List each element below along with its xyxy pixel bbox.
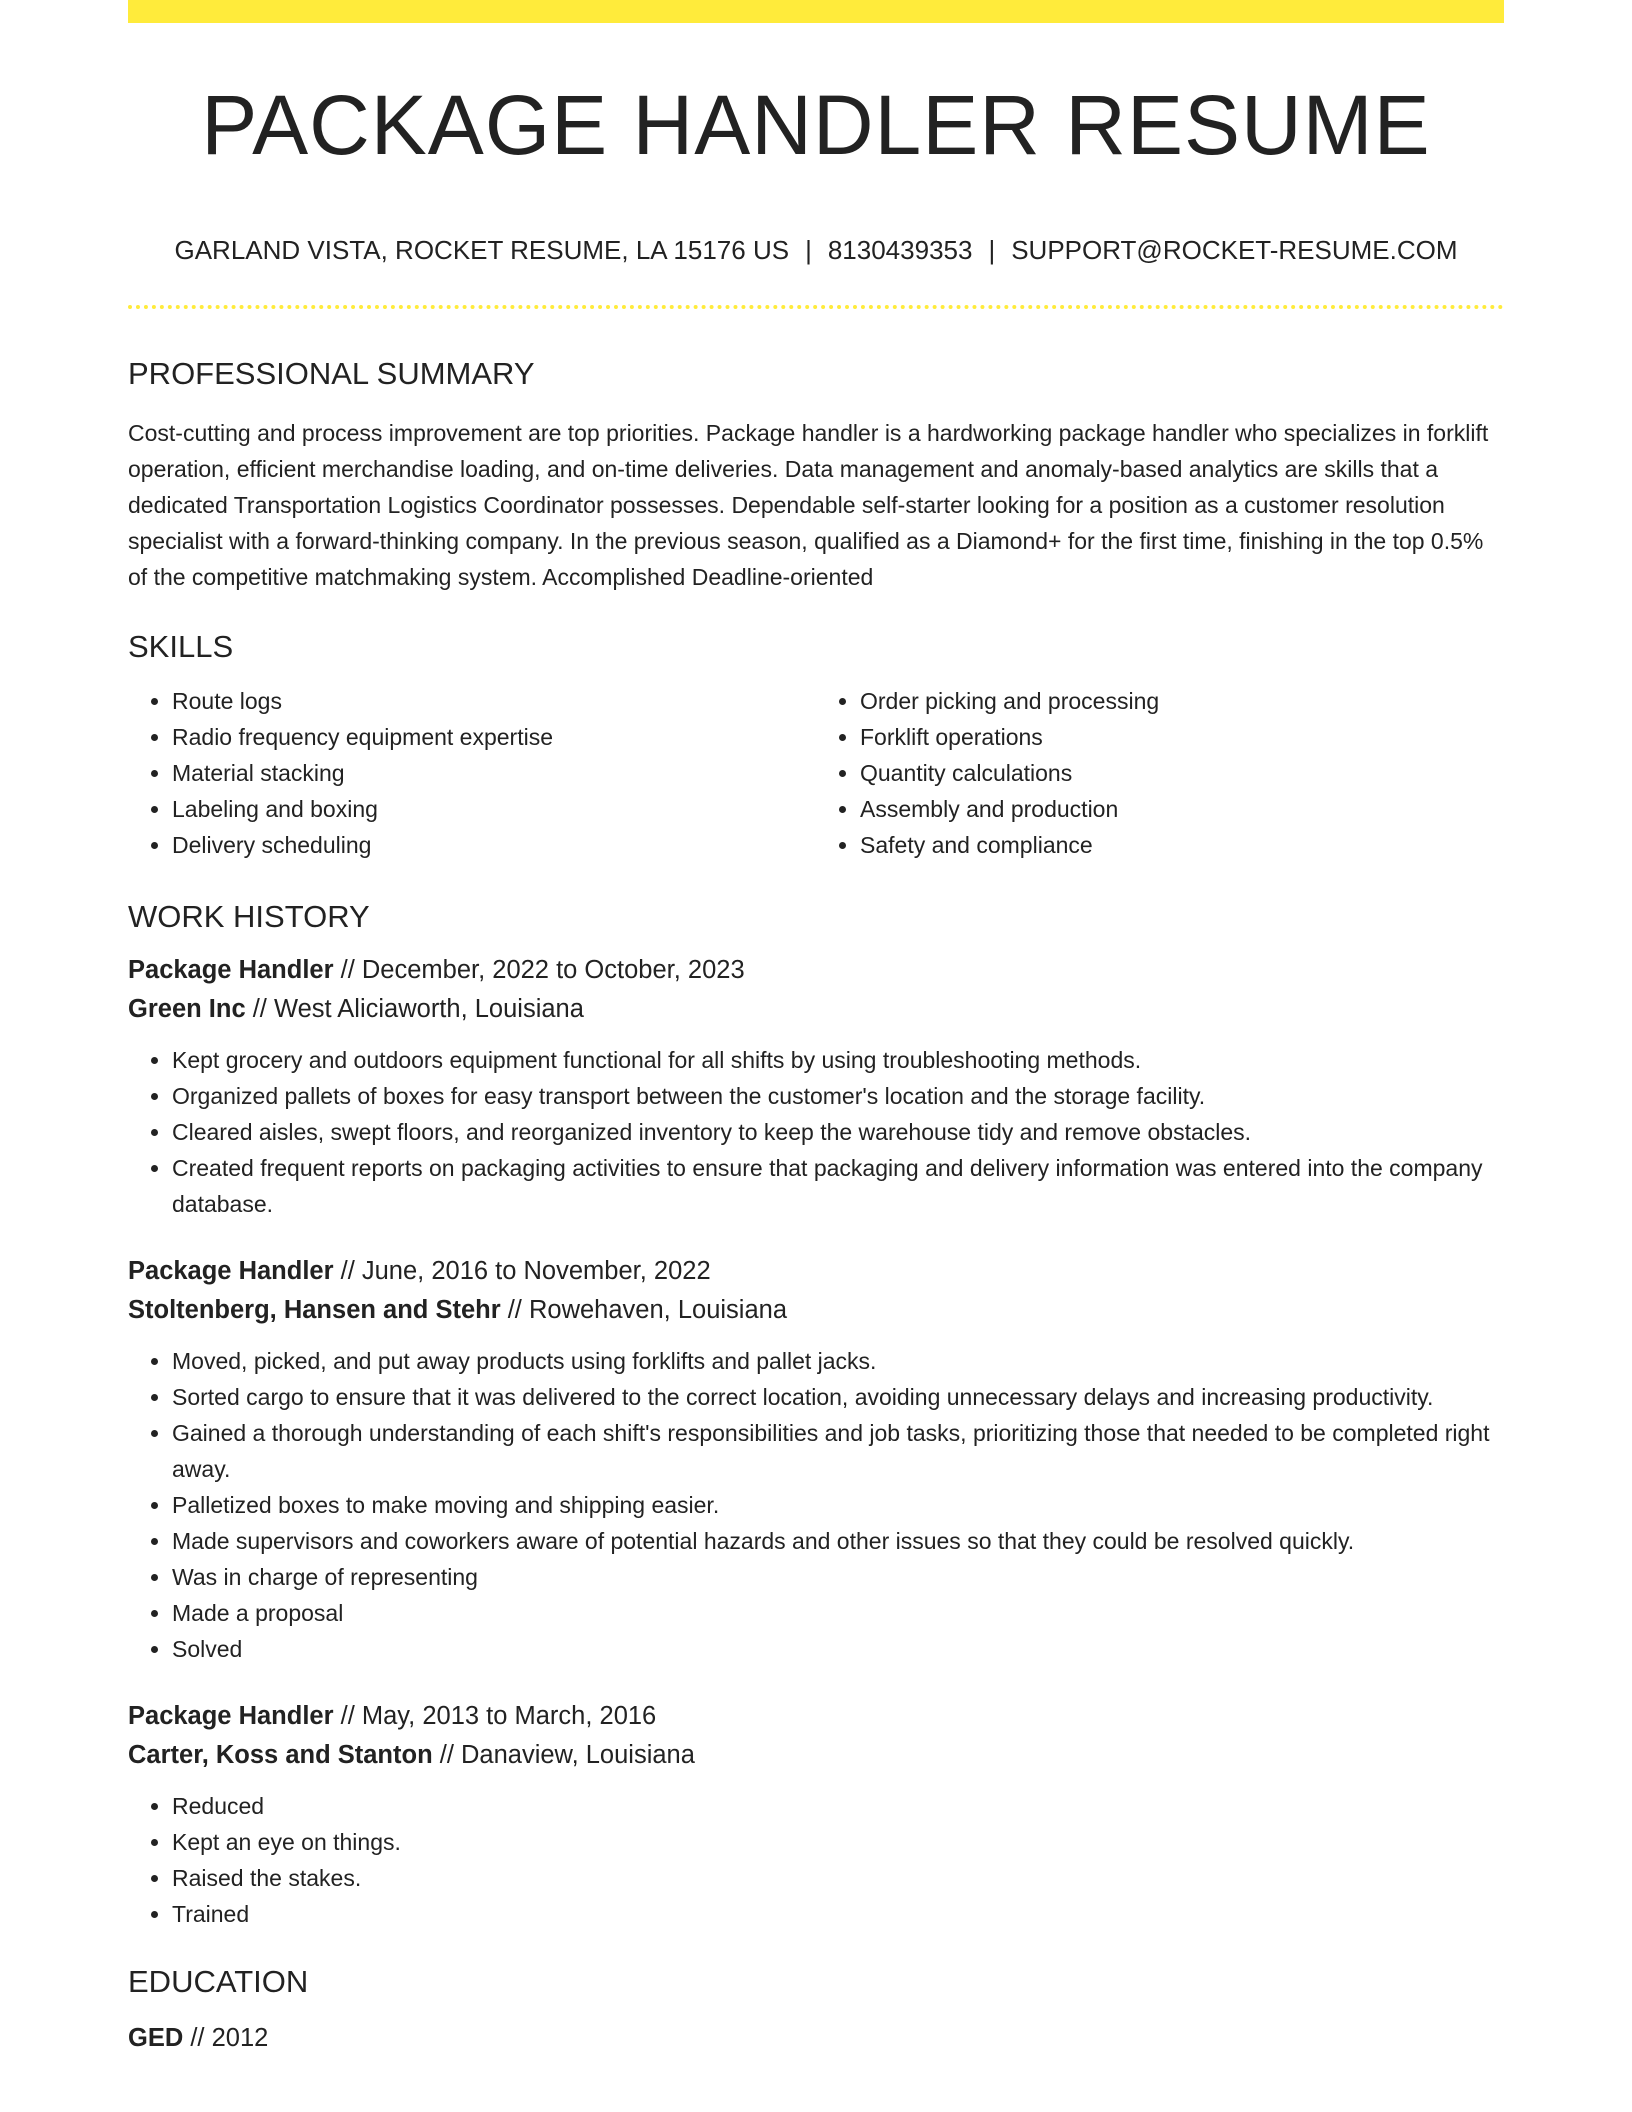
contact-line [128,237,1504,263]
page-title: PACKAGE HANDLER RESUME [201,78,1431,172]
education-year: 2012 [211,2024,269,2052]
job-title: Package Handler [128,1702,334,1730]
job-bullet: • Kept an eye on things. [172,1824,1504,1860]
education-degree: GED [128,2024,184,2052]
job-separator: // [333,1702,362,1730]
job-entry [128,1697,1504,1932]
job-separator: // [245,995,274,1023]
job-bullet: • Made supervisors and coworkers aware of potential hazards and other issues so that they could be resolved quickly. [172,1523,1504,1559]
dotted-divider [128,305,1504,309]
contact-phone: 8130439353 [827,235,973,265]
skill-item: • Labeling and boxing [172,791,816,827]
skill-item: • Assembly and production [860,791,1504,827]
job-dates: May, 2013 to March, 2016 [361,1702,657,1730]
work-history-heading: WORK HISTORY [128,899,370,934]
job-title: Package Handler [128,956,334,984]
contact-address: GARLAND VISTA, ROCKET RESUME, LA 15176 US [174,235,790,265]
education-heading: EDUCATION [128,1964,309,1999]
job-bullet: • Was in charge of representing [172,1559,1504,1595]
job-separator: // [500,1296,529,1324]
job-title-line [128,951,1504,990]
job-entry [128,1252,1504,1667]
skill-item: • Safety and compliance [860,827,1504,863]
skill-item: • Quantity calculations [860,755,1504,791]
skills-list-right [816,683,1504,863]
job-dates: June, 2016 to November, 2022 [361,1257,711,1285]
top-accent-bar [128,0,1504,23]
job-bullet: • Made a proposal [172,1595,1504,1631]
contact-separator: | [805,235,812,265]
job-location: West Aliciaworth, Louisiana [273,995,584,1023]
resume-page [128,0,1504,2058]
skill-item: • Delivery scheduling [172,827,816,863]
skills-list-left [128,683,816,863]
job-title-line [128,1697,1504,1736]
job-bullet: • Palletized boxes to make moving and shipping easier. [172,1487,1504,1523]
job-company: Green Inc [128,995,246,1023]
job-dates: December, 2022 to October, 2023 [361,956,745,984]
skill-item: • Material stacking [172,755,816,791]
job-title-line [128,1252,1504,1291]
skill-item: • Radio frequency equipment expertise [172,719,816,755]
job-bullets [128,1042,1504,1222]
skills-columns [128,683,1504,863]
summary-heading: PROFESSIONAL SUMMARY [128,356,535,391]
job-bullet: • Reduced [172,1788,1504,1824]
job-bullet: • Created frequent reports on packaging activities to ensure that packaging and delivery information was entered into the company database. [172,1150,1504,1222]
job-bullet: • Sorted cargo to ensure that it was delivered to the correct location, avoiding unnecessary delays and increasing productivity. [172,1379,1504,1415]
job-entry [128,951,1504,1222]
contact-email[interactable]: SUPPORT@ROCKET-RESUME.COM [1011,235,1458,265]
job-bullet: • Cleared aisles, swept floors, and reorganized inventory to keep the warehouse tidy and remove obstacles. [172,1114,1504,1150]
job-bullet: • Raised the stakes. [172,1860,1504,1896]
skill-item: • Forklift operations [860,719,1504,755]
job-bullet: • Solved [172,1631,1504,1667]
job-bullet: • Gained a thorough understanding of each shift's responsibilities and job tasks, prioritizing those that needed to be completed right away. [172,1415,1504,1487]
contact-separator: | [988,235,996,265]
job-bullet: • Organized pallets of boxes for easy transport between the customer's location and the storage facility. [172,1078,1504,1114]
job-title: Package Handler [128,1257,334,1285]
skills-heading: SKILLS [128,629,234,664]
job-company-line [128,1736,1504,1775]
job-bullet: • Moved, picked, and put away products using forklifts and pallet jacks. [172,1343,1504,1379]
job-separator: // [432,1741,461,1769]
job-company: Carter, Koss and Stanton [128,1741,433,1769]
job-location: Danaview, Louisiana [461,1741,695,1769]
skill-item: • Order picking and processing [860,683,1504,719]
job-company-line [128,990,1504,1029]
job-bullets [128,1788,1504,1932]
job-separator: // [333,956,362,984]
education-line [128,2019,1504,2058]
job-company-line [128,1291,1504,1330]
education-separator: // [183,2024,212,2052]
job-bullets [128,1343,1504,1667]
job-bullet: • Kept grocery and outdoors equipment functional for all shifts by using troubleshooting methods. [172,1042,1504,1078]
job-location: Rowehaven, Louisiana [528,1296,787,1324]
job-bullet: • Trained [172,1896,1504,1932]
summary-text: Cost-cutting and process improvement are top priorities. Package handler is a hardworking package handler who specializes in forklift operation, efficient merchandise loading, and on-time deliveries. Data management and anomaly-based analytics are skills that a dedicated Transportation Logistics Coordinator possesses. Dependable self-starter looking for a position as a customer resolution specialist with a forward-thinking company. In the previous season, qualified as a Diamond+ for the first time, finishing in the top 0.5% of the competitive matchmaking system. Accomplished Deadline-oriented [128,420,1489,590]
job-separator: // [333,1257,362,1285]
job-company: Stoltenberg, Hansen and Stehr [128,1296,501,1324]
skill-item: • Route logs [172,683,816,719]
